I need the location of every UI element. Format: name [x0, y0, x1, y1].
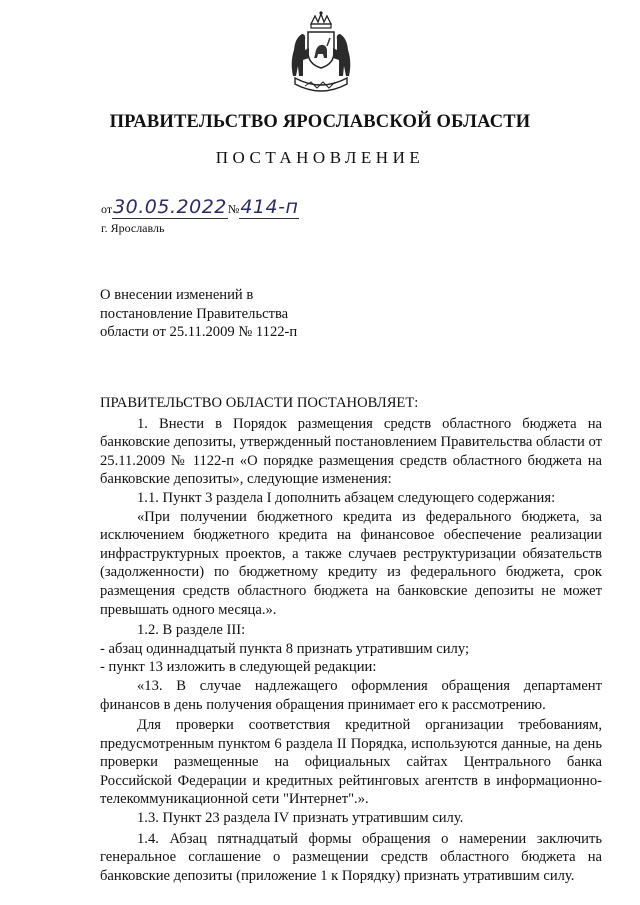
- subject-line: области от 25.11.2009 № 1122-п: [100, 324, 298, 340]
- body-paragraph: Для проверки соответствия кредитной организации требованиям, предусмотренным пунктом 6 раздела II Порядка, используются данные, на день проверки размещенные на официальных сайтах Центрального банка Российской Федерации и кредитных рейтинговых агентств в информационно-телекоммуникационной сети "Интернет".».: [100, 717, 602, 808]
- date-prefix: от: [101, 202, 113, 216]
- document-subject: [100, 286, 360, 342]
- subject-line: О внесении изменений в: [100, 287, 254, 303]
- body-paragraph: - абзац одиннадцатый пункта 8 признать утратившим силу;: [100, 640, 469, 657]
- body-paragraph: - пункт 13 изложить в следующей редакции:: [100, 659, 377, 676]
- body-paragraph: «При получении бюджетного кредита из федерального бюджета, за исключением бюджетного кредита на финансовое обеспечение реализации инфраструктурных проектов, а также случаев реструктуризации обязательств (задолженности) по бюджетному кредиту из федерального бюджета, срок размещения средств областного бюджета на банковские депозиты не может превышать одного месяца.».: [100, 508, 602, 618]
- coat-of-arms-icon: [285, 10, 357, 100]
- body-paragraph: 1. Внести в Порядок размещения средств областного бюджета на банковские депозиты, утвержденный постановлением Правительства области от 25.11.2009 № 1122-п «О порядке размещения средств областного бюджета на банковские депозиты», следующие изменения:: [100, 415, 602, 488]
- city-name: г. Ярославль: [101, 221, 165, 235]
- resolution-heading: ПРАВИТЕЛЬСТВО ОБЛАСТИ ПОСТАНОВЛЯЕТ:: [100, 395, 419, 411]
- document-number: 414-п: [240, 196, 299, 218]
- document-body: [100, 394, 602, 885]
- date-number-line: [101, 196, 299, 218]
- body-paragraph: 1.2. В разделе III:: [137, 622, 246, 639]
- number-prefix: №: [227, 202, 240, 216]
- document-date: 30.05.2022: [113, 196, 227, 218]
- body-paragraph: «13. В случае надлежащего оформления обращения департамент финансов в день получения обращения принимает его к рассмотрению.: [100, 677, 602, 713]
- subject-line: постановление Правительства: [100, 305, 289, 322]
- body-paragraph: 1.3. Пункт 23 раздела IV признать утратившим силу.: [137, 810, 464, 827]
- body-paragraph: 1.1. Пункт 3 раздела I дополнить абзацем следующего содержания:: [137, 489, 556, 506]
- document-type: ПОСТАНОВЛЕНИЕ: [215, 148, 425, 167]
- government-title: ПРАВИТЕЛЬСТВО ЯРОСЛАВСКОЙ ОБЛАСТИ: [109, 112, 531, 132]
- body-paragraph: 1.4. Абзац пятнадцатый формы обращения о намерении заключить генеральное соглашение о размещении средств областного бюджета на банковские депозиты (приложение 1 к Порядку) признать утратившим силу.: [100, 830, 602, 884]
